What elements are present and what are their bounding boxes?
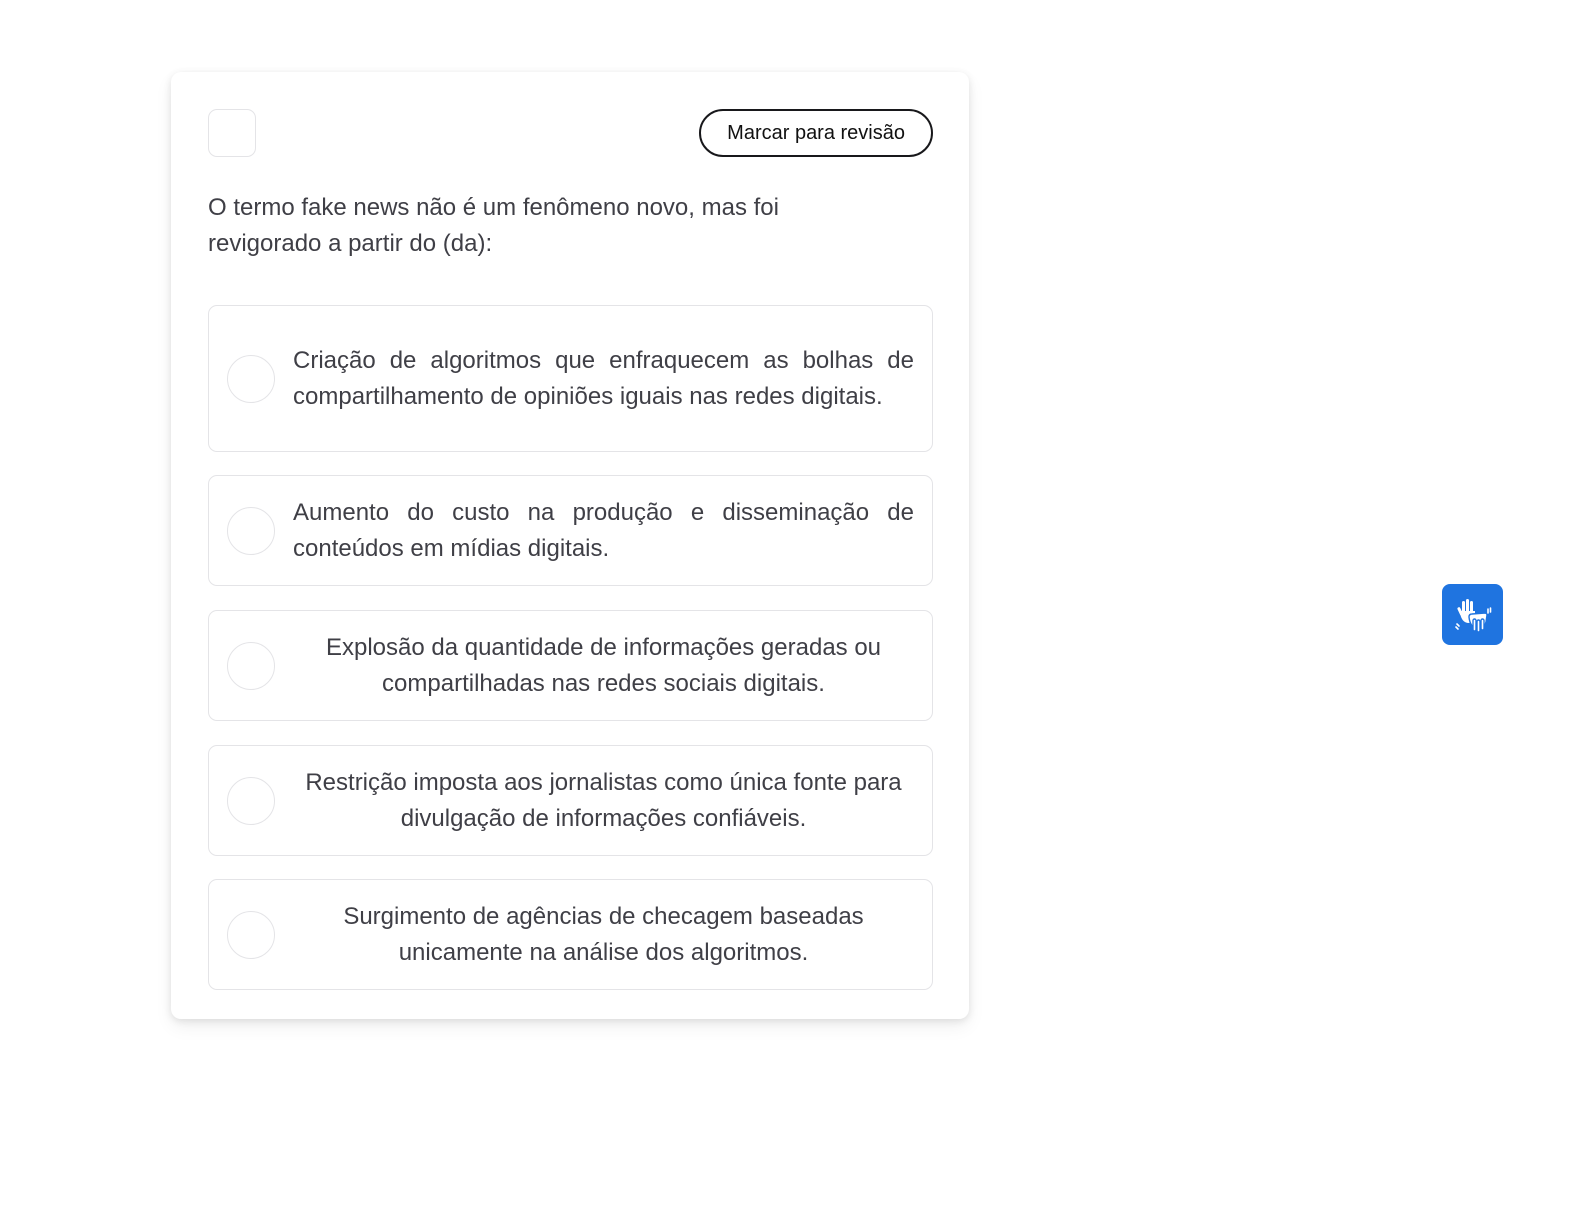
option-a-text: Criação de algoritmos que enfraquecem as bolhas de compartilhamento de opiniões iguais nas redes digitais. — [293, 346, 914, 410]
sign-language-hands-icon — [1453, 595, 1493, 635]
option-a-radio[interactable] — [227, 355, 275, 403]
option-e-radio[interactable] — [227, 911, 275, 959]
option-d[interactable] — [208, 745, 933, 856]
option-b-text: Aumento do custo na produção e disseminação de conteúdos em mídias digitais. — [293, 498, 914, 562]
option-d-text: Restrição imposta aos jornalistas como única fonte para divulgação de informações confiáveis. — [305, 768, 902, 832]
option-b[interactable] — [208, 475, 933, 586]
question-number-box — [208, 109, 256, 157]
option-c-radio[interactable] — [227, 642, 275, 690]
option-c[interactable] — [208, 610, 933, 721]
libras-accessibility-button[interactable] — [1442, 584, 1503, 645]
mark-for-review-button[interactable]: Marcar para revisão — [699, 109, 933, 157]
question-text: O termo fake news não é um fenômeno novo, mas foi revigorado a partir do (da): — [208, 194, 779, 257]
option-a[interactable] — [208, 305, 933, 452]
option-e[interactable] — [208, 879, 933, 990]
option-b-radio[interactable] — [227, 507, 275, 555]
option-d-radio[interactable] — [227, 777, 275, 825]
option-e-text: Surgimento de agências de checagem baseadas unicamente na análise dos algoritmos. — [343, 902, 864, 966]
question-card — [171, 72, 969, 1019]
option-c-text: Explosão da quantidade de informações geradas ou compartilhadas nas redes sociais digitais. — [325, 633, 882, 697]
